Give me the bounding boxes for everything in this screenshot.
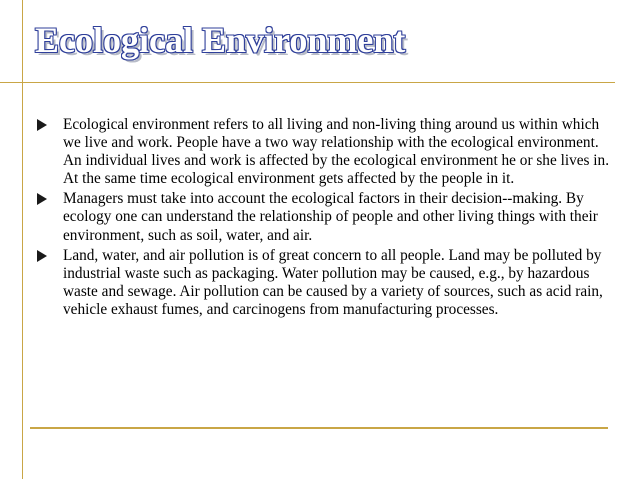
triangle-bullet-icon	[37, 193, 47, 205]
bullet-item-pollution	[37, 247, 612, 319]
bullet-item-ecological-definition	[37, 116, 612, 188]
triangle-bullet-icon	[37, 250, 47, 262]
bullet-text: Ecological environment refers to all living and non-living thing around us within which we live and work. People have a two way relationship with the ecological environment. An individual lives and work is affected by the ecological environment he or she lives in. At the same time ecological environment gets affected by the people in it.	[63, 116, 610, 188]
triangle-bullet-icon	[37, 119, 47, 131]
bullet-text: Land, water, and air pollution is of great concern to all people. Land may be polluted by industrial waste such as packaging. Water pollution may be caused, e.g., by hazardous waste and sewage. Air pollution can be caused by a variety of sources, such as acid rain, vehicle exhaust fumes, and carcinogens from manufacturing processes.	[63, 246, 603, 318]
slide-title: Ecological Environment	[35, 20, 406, 60]
title-divider-line	[0, 82, 615, 83]
bullet-item-managers-decision	[37, 190, 612, 244]
bullet-text: Managers must take into account the ecological factors in their decision--making. By ecology one can understand the relationship of people and other living things with their environment, such as soil, water, and air.	[63, 190, 598, 244]
left-accent-line	[22, 0, 23, 479]
bullet-list	[37, 116, 612, 321]
footer-divider-line	[30, 427, 608, 429]
